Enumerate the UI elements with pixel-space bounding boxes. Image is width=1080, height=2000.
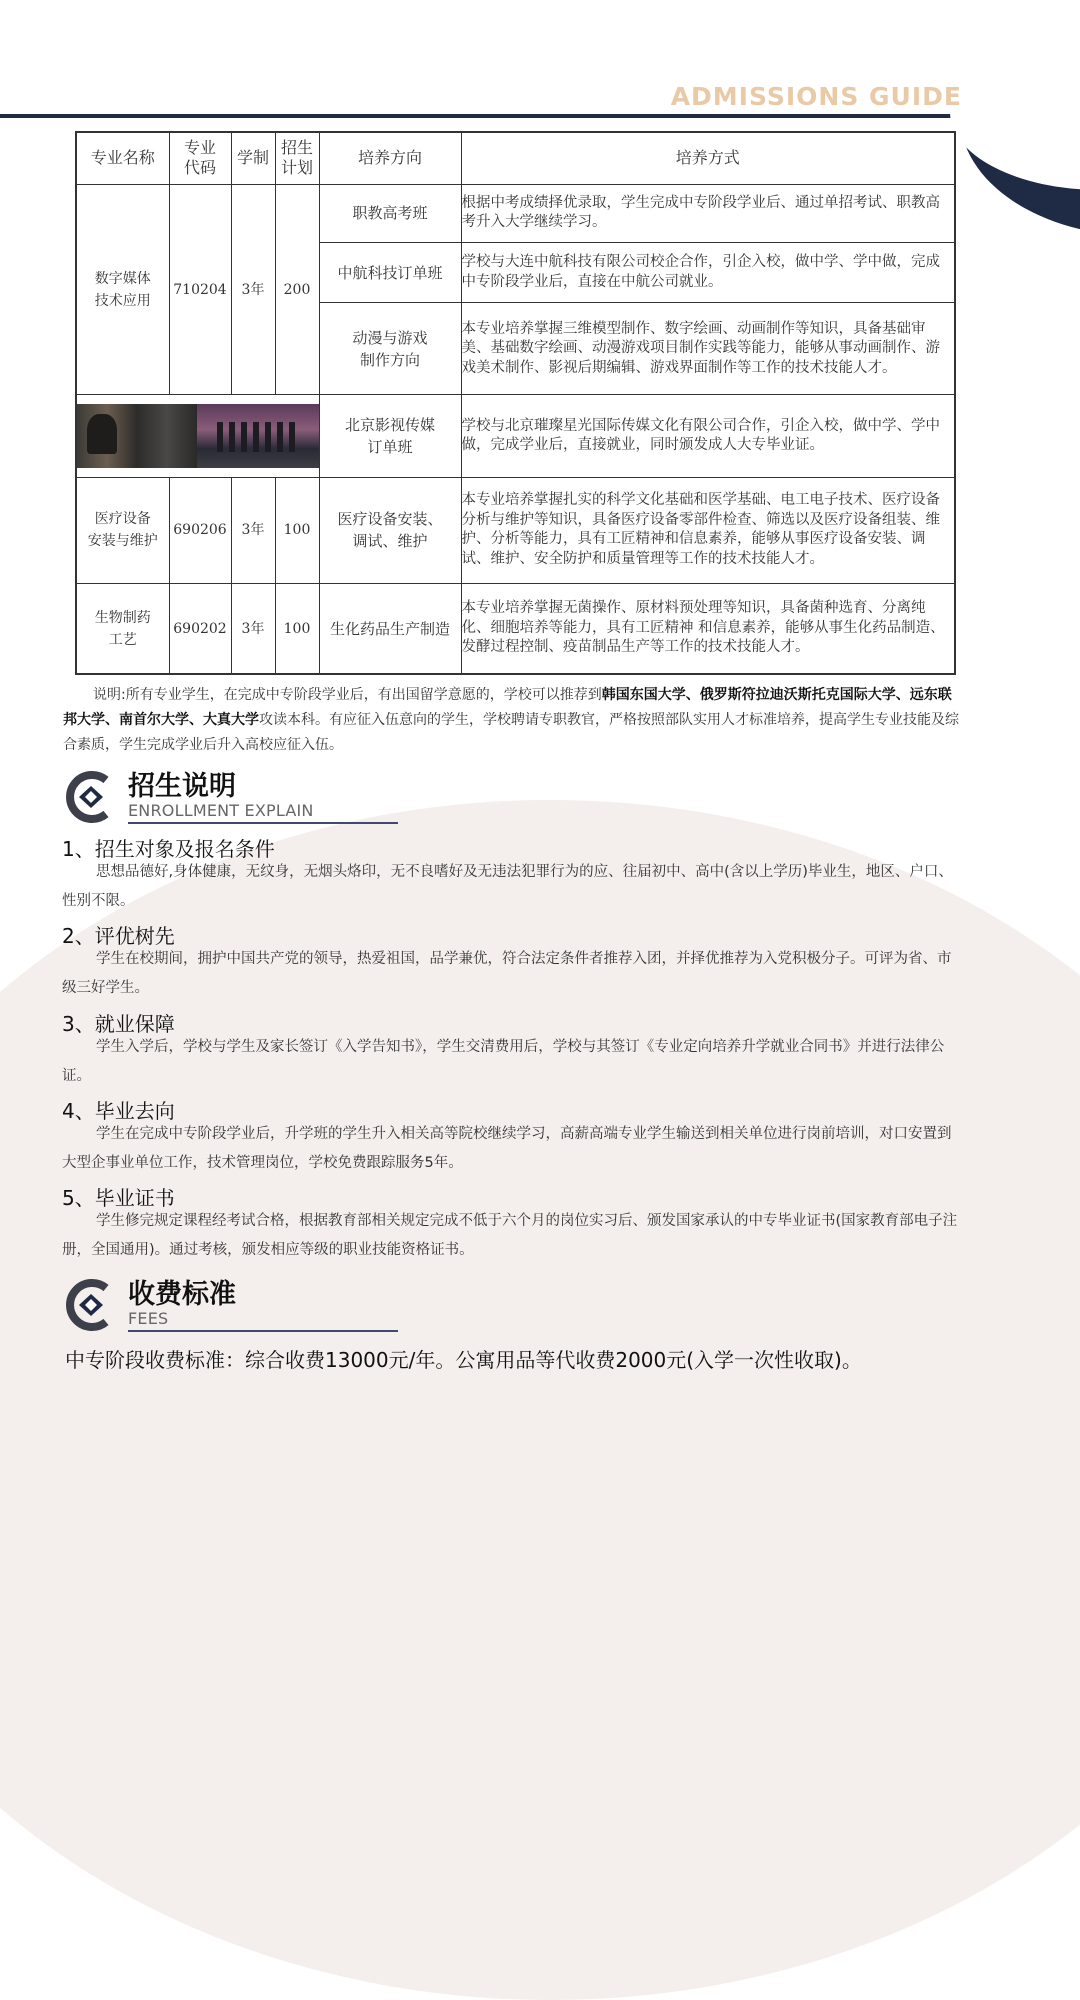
track-direction: 职教高考班 [319, 184, 461, 242]
section-underline [128, 1330, 398, 1332]
section-underline [128, 822, 398, 824]
track-method: 本专业培养掌握扎实的科学文化基础和医学基础、电工电子技术、医疗设备分析与维护等知识，具备医疗设备零部件检查、筛选以及医疗设备组装、维护、分析等能力，具有工匠精神和信息素养，能够从事医疗设备安装、调试、维护、安全防护和质量管理等工作的技术技能人才。 [461, 477, 955, 583]
studio-photo [77, 404, 197, 468]
enrollment-item-text: 思想品德好,身体健康，无纹身，无烟头烙印，无不良嗜好及无违法犯罪行为的应、往届初中、高中(含以上学历)毕业生，地区、户口、性别不限。 [62, 864, 953, 909]
major-years: 3年 [231, 477, 275, 583]
enrollment-title: 招生说明 [128, 771, 236, 802]
header-years: 学制 [231, 132, 275, 184]
enrollment-item-title: 3、就业保障 [62, 1012, 175, 1036]
fees-title: 收费标准 [128, 1279, 236, 1310]
photo-strip [76, 395, 319, 477]
major-years: 3年 [231, 584, 275, 674]
track-method: 本专业培养掌握无菌操作、原材料预处理等知识，具备菌种选育、分离纯化、细胞培养等能力，具有工匠精神 和信息素养，能够从事生化药品制造、发酵过程控制、疫苗制品生产等工作的技术技能人才。 [461, 584, 955, 674]
major-plan: 200 [275, 184, 319, 395]
header-title: ADMISSIONS GUIDE [670, 82, 962, 111]
major-plan: 100 [275, 584, 319, 674]
major-years: 3年 [231, 184, 275, 395]
school-logo-icon [62, 770, 120, 824]
track-direction: 中航科技订单班 [319, 242, 461, 302]
enrollment-item-title: 4、毕业去向 [62, 1099, 175, 1123]
enrollment-item-title: 5、毕业证书 [62, 1186, 175, 1210]
major-name: 医疗设备 安装与维护 [76, 477, 169, 583]
major-code: 690206 [169, 477, 231, 583]
table-row [76, 184, 955, 242]
track-method: 本专业培养掌握三维模型制作、数字绘画、动画制作等知识，具备基础审美、基础数字绘画、动漫游戏项目制作实践等能力，能够从事动画制作、游戏美术制作、影视后期编辑、游戏界面制作等工作的技术技能人才。 [461, 303, 955, 395]
table-row [76, 477, 955, 583]
table-row [76, 584, 955, 674]
note-prefix: 说明:所有专业学生，在完成中专阶段学业后，有出国留学意愿的，学校可以推荐到 [93, 687, 602, 703]
major-name: 数字媒体 技术应用 [76, 184, 169, 395]
study-abroad-note [63, 683, 963, 758]
track-direction: 北京影视传媒 订单班 [319, 395, 461, 477]
note-schools: 韩国东国大学、俄罗斯符拉迪沃斯托克国际大学、远东联邦大学、南首尔大学、大真大学 [63, 687, 952, 728]
header-direction: 培养方向 [319, 132, 461, 184]
enrollment-item-text: 学生入学后，学校与学生及家长签订《入学告知书》，学生交清费用后，学校与其签订《专业定向培养升学就业合同书》并进行法律公证。 [62, 1039, 945, 1084]
track-method: 学校与大连中航科技有限公司校企合作，引企入校，做中学、学中做，完成中专阶段学业后，直接在中航公司就业。 [461, 242, 955, 302]
fees-title-en: FEES [128, 1309, 169, 1328]
track-method: 根据中考成绩择优录取，学生完成中专阶段学业后、通过单招考试、职教高考升入大学继续学习。 [461, 184, 955, 242]
major-code: 690202 [169, 584, 231, 674]
enrollment-title-en: ENROLLMENT EXPLAIN [128, 801, 314, 820]
majors-table [75, 131, 956, 675]
enrollment-item-title: 1、招生对象及报名条件 [62, 837, 275, 861]
major-name: 生物制药 工艺 [76, 584, 169, 674]
track-method: 学校与北京璀璨星光国际传媒文化有限公司合作，引企入校，做中学、学中做，完成学业后，直接就业，同时颁发成人大专毕业证。 [461, 395, 955, 477]
major-plan: 100 [275, 477, 319, 583]
major-code: 710204 [169, 184, 231, 395]
header-major-code: 专业 代码 [169, 132, 231, 184]
fees-section-header [62, 1272, 342, 1332]
enrollment-item-text: 学生在完成中专阶段学业后，升学班的学生升入相关高等院校继续学习，高薪高端专业学生输送到相关单位进行岗前培训，对口安置到大型企事业单位工作，技术管理岗位，学校免费跟踪服务5年。 [62, 1126, 952, 1171]
enrollment-item-text: 学生在校期间，拥护中国共产党的领导，热爱祖国，品学兼优，符合法定条件者推荐入团，并择优推荐为入党积极分子。可评为省、市级三好学生。 [62, 951, 952, 996]
header-plan: 招生 计划 [275, 132, 319, 184]
enrollment-item-title: 2、评优树先 [62, 924, 175, 948]
enrollment-item-text: 学生修完规定课程经考试合格，根据教育部相关规定完成不低于六个月的岗位实习后、颁发国家承认的中专毕业证书(国家教育部电子注册，全国通用)。通过考核，颁发相应等级的职业技能资格证书。 [62, 1213, 958, 1258]
table-row [76, 395, 955, 477]
track-direction: 动漫与游戏 制作方向 [319, 303, 461, 395]
fees-text: 中专阶段收费标准：综合收费13000元/年。公寓用品等代收费2000元(入学一次性收取)。 [65, 1348, 862, 1372]
enrollment-section-header [62, 764, 342, 824]
school-logo-icon [62, 1278, 120, 1332]
header-major-name: 专业名称 [76, 132, 169, 184]
track-direction: 生化药品生产制造 [319, 584, 461, 674]
note-suffix: 攻读本科。有应征入伍意向的学生，学校聘请专职教官，严格按照部队实用人才标准培养，提高学生专业技能及综合素质，学生完成学业后升入高校应征入伍。 [63, 712, 959, 753]
stage-photo [197, 404, 319, 468]
track-direction: 医疗设备安装、 调试、维护 [319, 477, 461, 583]
header-method: 培养方式 [461, 132, 955, 184]
